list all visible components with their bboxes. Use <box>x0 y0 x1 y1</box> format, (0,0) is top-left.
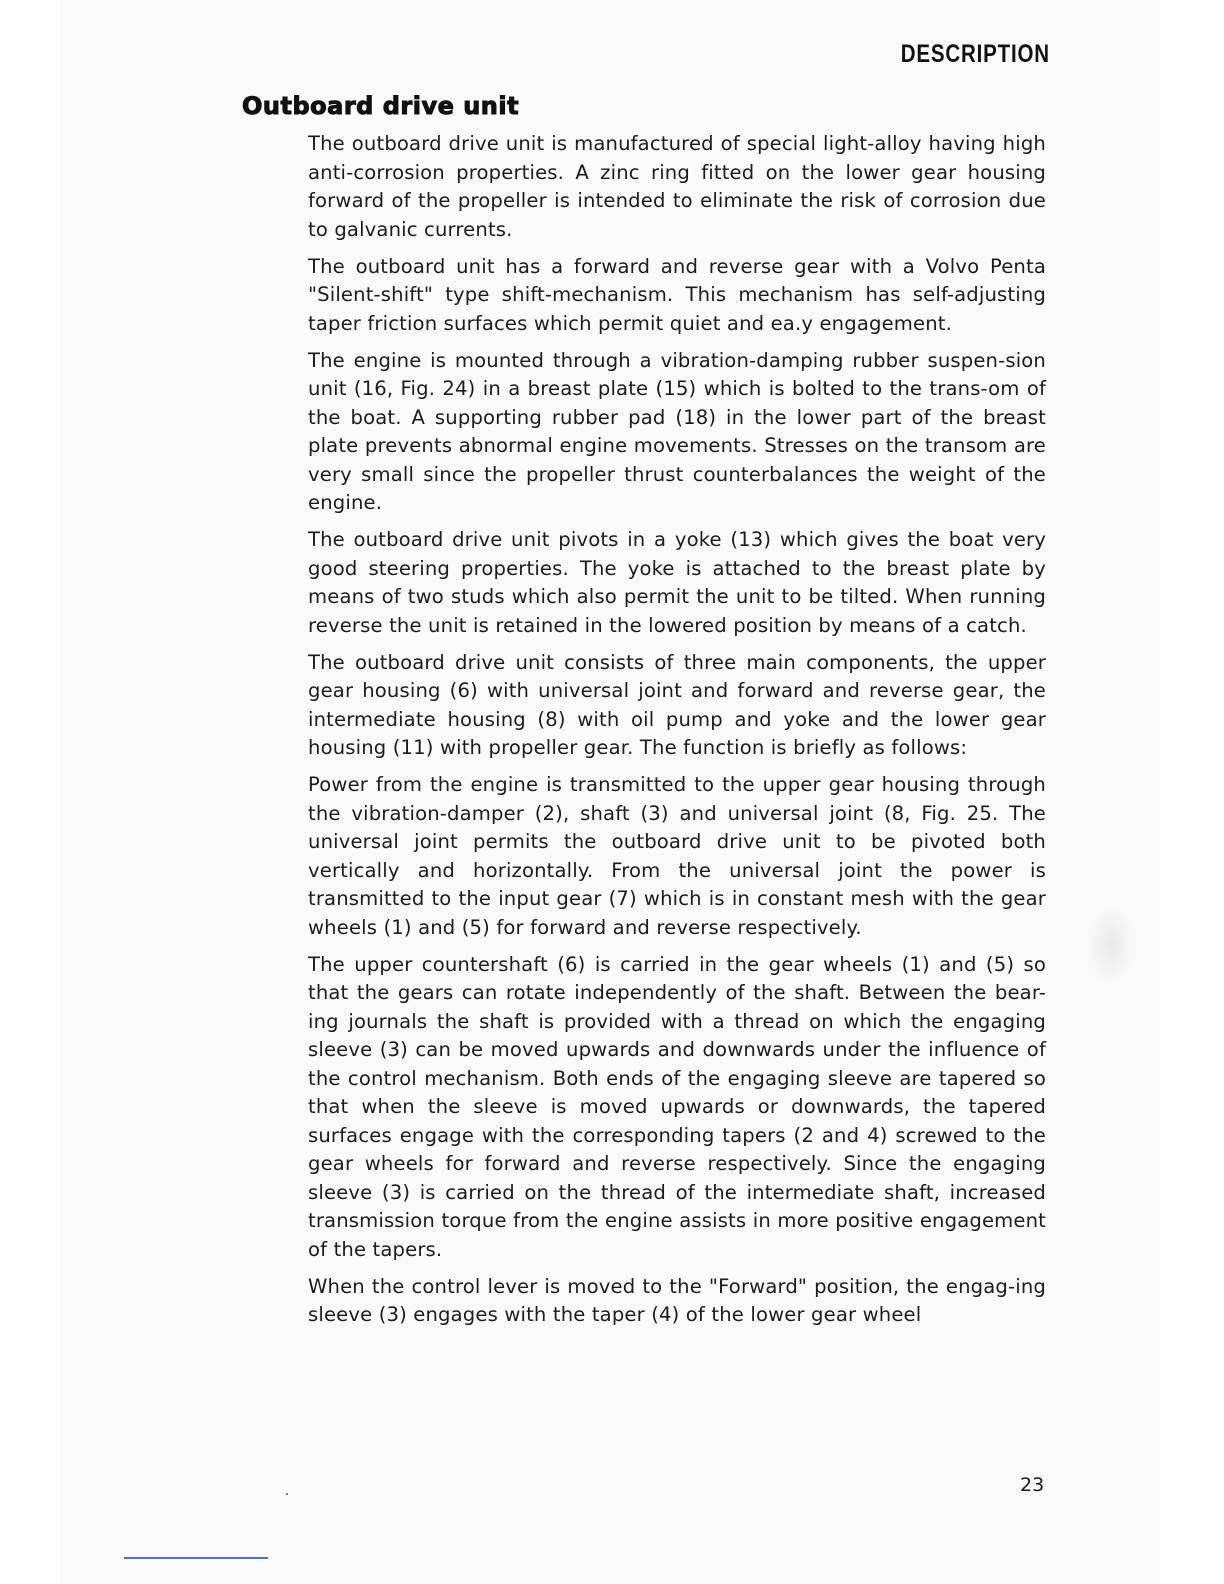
paragraph-countershaft: The upper countershaft (6) is carried in the gear wheels (1) and (5) so that the gears can rotate independently of the shaft. Between the bear-ing journals the shaft is provided with a thread on which the engaging sleeve (3) can be moved upwards and downwards under the influence of the control mechanism. Both ends of the engaging sleeve are tapered so that when the sleeve is moved upwards or downwards, the tapered surfaces engage with the corresponding tapers (2 and 4) screwed to the gear wheels for forward and reverse respectively. Since the engaging sleeve (3) is carried on the thread of the intermediate shaft, increased transmission torque from the engine assists in more positive engagement of the tapers. <box>308 952 1046 1261</box>
paragraph-material: The outboard drive unit is manufactured of special light-alloy having high anti-corrosion properties. A zinc ring fitted on the lower gear housing forward of the propeller is intended to eliminate the risk of corrosion due to galvanic currents. <box>308 132 1046 241</box>
paragraph-forward-position: When the control lever is moved to the "Forward" position, the engag-ing sleeve (3) engages with the taper (4) of the lower gear wheel <box>308 1274 1046 1326</box>
paragraph-components: The outboard drive unit consists of three main components, the upper gear housing (6) with universal joint and forward and reverse gear, the intermediate housing (8) with oil pump and yoke and the lower gear housing (11) with propeller gear. The function is briefly as follows: <box>308 650 1046 759</box>
scan-smudge <box>1086 905 1136 985</box>
paragraph-power-transmission: Power from the engine is transmitted to the upper gear housing through the vibration-damper (2), shaft (3) and universal joint (8, Fig. 25. The universal joint permits the outboard drive unit to be pivoted both vertically and horizontally. From the universal joint the power is transmitted to the input gear (7) which is in constant mesh with the gear wheels (1) and (5) for forward and reverse respectively. <box>308 773 1046 939</box>
footer-rule <box>124 1557 268 1559</box>
paragraph-shift-mechanism: The outboard unit has a forward and reverse gear with a Volvo Penta "Silent-shift" type shift-mechanism. This mechanism has self-adjusting taper friction surfaces which permit quiet and ea.y engagement. <box>308 254 1046 335</box>
paragraph-yoke: The outboard drive unit pivots in a yoke (13) which gives the boat very good steering properties. The yoke is attached to the breast plate by means of two studs which also permit the unit to be tilted. When running reverse the unit is retained in the lowered position by means of a catch. <box>308 528 1046 637</box>
paragraph-engine-mounting: The engine is mounted through a vibration-damping rubber suspen-sion unit (16, Fig. 24) in a breast plate (15) which is bolted to the trans-om of the boat. A supporting rubber pad (18) in the lower part of the breast plate prevents abnormal engine movements. Stresses on the transom are very small since the propeller thrust counterbalances the weight of the engine. <box>308 348 1046 514</box>
section-title: Outboard drive unit <box>242 92 520 120</box>
scan-speck <box>286 1493 288 1495</box>
running-header: DESCRIPTION <box>900 40 1050 68</box>
page-number: 23 <box>1020 1474 1045 1496</box>
body-text <box>308 130 1046 1338</box>
